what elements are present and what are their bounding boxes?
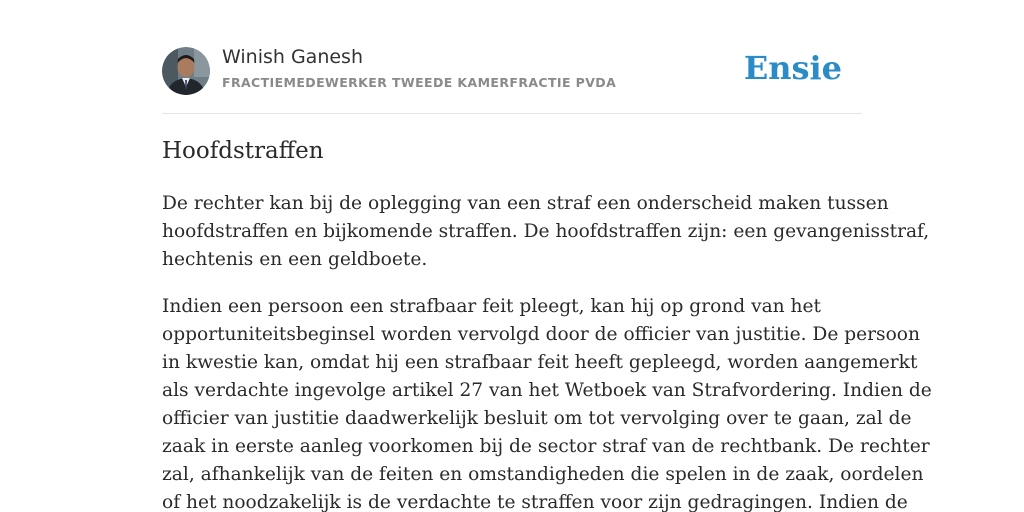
- author-name[interactable]: Winish Ganesh: [222, 46, 363, 68]
- person-avatar-icon[interactable]: [162, 47, 210, 95]
- paragraph-line: officier van justitie daadwerkelijk besluit om tot vervolging over te gaan, zal de: [162, 408, 912, 429]
- paragraph-line: opportuniteitsbeginsel worden vervolgd door de officier van justitie. De persoon: [162, 324, 920, 345]
- article-body: [162, 190, 932, 512]
- article-paragraph-2: [162, 293, 932, 512]
- paragraph-line: zal, afhankelijk van de feiten en omstandigheden die spelen in de zaak, oordelen: [162, 464, 924, 485]
- paragraph-line: als verdachte ingevolge artikel 27 van het Wetboek van Strafvordering. Indien de: [162, 380, 932, 401]
- paragraph-line: hechtenis en een geldboete.: [162, 249, 428, 270]
- paragraph-line: Indien een persoon een strafbaar feit pleegt, kan hij op grond van het: [162, 296, 822, 317]
- brand-logo[interactable]: Ensie: [743, 49, 842, 87]
- author-header: [162, 46, 862, 114]
- paragraph-line: hoofdstraffen en bijkomende straffen. De hoofdstraffen zijn: een gevangenisstraf,: [162, 221, 930, 242]
- paragraph-line: De rechter kan bij de oplegging van een straf een onderscheid maken tussen: [162, 193, 889, 214]
- paragraph-line: of het noodzakelijk is de verdachte te straffen voor zijn gedragingen. Indien de: [162, 492, 908, 512]
- article-title: Hoofdstraffen: [162, 138, 324, 164]
- article-paragraph-1: [162, 190, 930, 274]
- paragraph-line: zaak in eerste aanleg voorkomen bij de sector straf van de rechtbank. De rechter: [162, 436, 930, 457]
- author-role: FRACTIEMEDEWERKER TWEEDE KAMERFRACTIE PVDA: [222, 75, 617, 90]
- paragraph-line: in kwestie kan, omdat hij een strafbaar feit heeft gepleegd, worden aangemerkt: [162, 352, 918, 373]
